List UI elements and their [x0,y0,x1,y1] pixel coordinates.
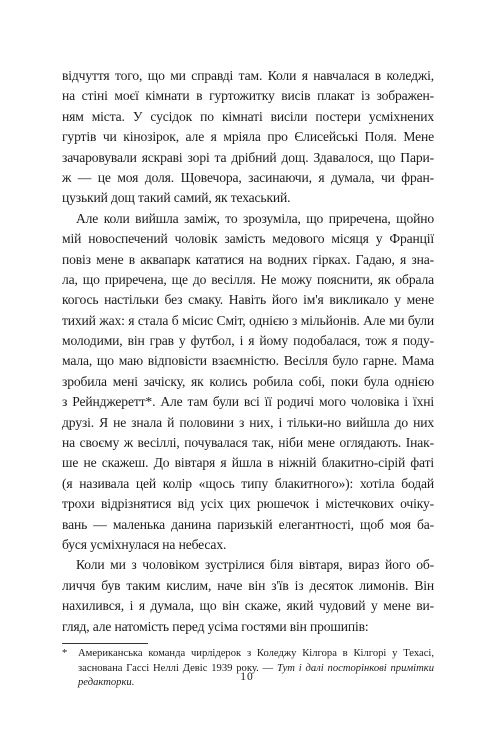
text-line: цузький дощ такий самий, як техаський. [62,190,291,206]
text-line: нахилився, і я думала, що він скаже, який чудовий у мене ви- [62,598,434,614]
text-line: ням міста. У сусідок по кімнаті висіли постери усміхнених [62,108,434,124]
text-line: друзі. Я не знала й половини з них, і тільки-но вийшла до них [62,414,434,430]
text-line: мій новоспечений чоловік замість медового місяця у Франції [62,231,434,247]
text-line: на своєму ж весіллі, почувалася так, ніби мене оглядають. Інак- [62,435,434,451]
text-line: гляд, але натомість перед усіма гостями він прошипів: [62,618,369,634]
text-line: когось настільки без смаку. Навіть його ім'я викликало у мене [62,292,434,308]
footnote-line-3: редакторки. [78,677,135,689]
text-line: тихий жах: я стала б місис Сміт, однією з мільйонів. Але ми були [62,312,434,328]
text-line: відчуття того, що ми справді там. Коли я навчалася в коледжі, [62,68,434,83]
text-line: мала, що маю відповісти взаємністю. Весілля було гарне. Мама [62,353,434,369]
page-number: 10 [240,671,254,683]
text-line: буся усміхнулася на небесах. [62,536,227,552]
text-line: на стіні моєї кімнати в гуртожитку висів плакат із зображен- [62,88,434,104]
text-line: зробила мені зачіску, як колись робила собі, поки була однією [62,373,434,389]
text-line: личчя був таким кислим, наче він з'їв із десяток лимонів. Він [62,577,434,593]
text-line: повіз мене в аквапарк кататися на водних гірках. Гадаю, я зна- [62,251,434,267]
text-line: ше не скажеш. До вівтаря я йшла в ніжній блакитно-сірій фаті [62,455,434,471]
text-line: Але коли вийшла заміж, то зрозуміла, що приречена, щойно [76,210,434,226]
text-line: з Рейнджеретт*. Але там були всі її родичі мого чоловіка і їхні [62,394,434,410]
footnote-editor-note: Тут і далі посторінкові примітки [276,662,434,674]
text-line: гуртів чи кінозірок, але я мріяла про Єлисейські Поля. Мене [62,129,434,145]
text-line: Коли ми з чоловіком зустрілися біля вівтаря, вираз його об- [76,557,434,573]
text-line: ла, що приречена, ще до весілля. Не можу пояснити, як обрала [62,271,434,287]
text-line: ж — це моя доля. Щовечора, засинаючи, я думала, чи фран- [62,169,434,185]
text-line: молодими, він грав у футбол, і я йому подобалася, тож я поду- [62,333,434,349]
text-line: зачаровували яскраві зорі та дрібний дощ. Здавалося, що Пари- [62,149,434,165]
body-text [62,66,434,637]
footnote-divider [62,643,148,644]
text-line: (я називала цей колір «щось типу блакитного»): хотіла бодай [62,475,434,491]
footnote-line-2-text: заснована Гассі Неллі Девіс 1939 року. — [78,662,277,674]
footnote-line-1: Американська команда чирлідерок з Коледжу Кілгора в Кілгорі у Техасі, [78,647,434,659]
footnote [62,647,434,691]
footnote-marker: * [62,647,68,659]
book-page [62,66,434,691]
text-line: трохи відрізнятися від усіх цих рюшечок і містечкових очіку- [62,496,434,512]
text-line: вань — маленька данина паризькій елегантності, щоб моя ба- [62,516,434,532]
